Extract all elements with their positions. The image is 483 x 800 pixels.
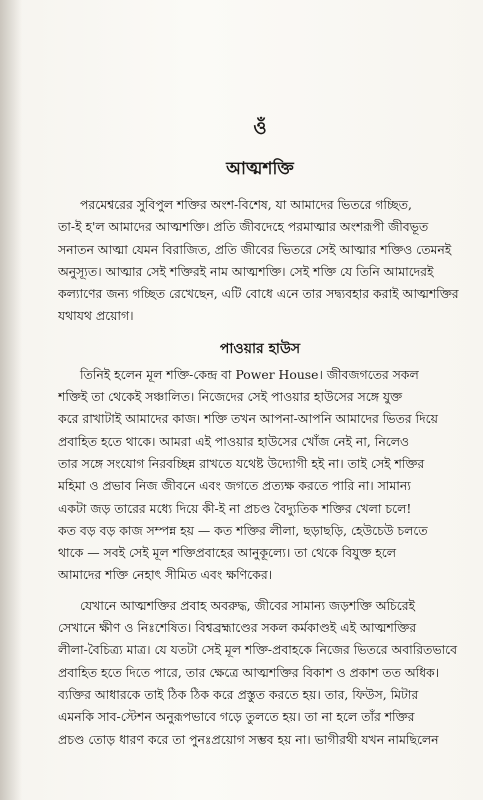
om-symbol: ওঁ	[253, 118, 267, 139]
spine-shadow	[0, 0, 22, 800]
power-house-paragraph	[58, 364, 462, 587]
text-line: কত বড় বড় কাজ সম্পন্ন হয় — কত শক্তির লীলা, ছড়াছড়ি, হেউচেউ চলতে	[58, 522, 428, 538]
text-line: সেখানে ক্ষীণ ও নিঃশেষিত। বিশ্বব্রহ্মাণ্ডের সকল কর্মকাণ্ডই এই আত্মশক্তির	[58, 620, 417, 636]
text-line: প্রবাহিত হতে দিতে পারে, তার ক্ষেত্রে আত্মশক্তির বিকাশ ও প্রকাশ তত অধিক।	[58, 664, 440, 680]
text-line: সনাতন আত্মা যেমন বিরাজিত, প্রতি জীবের ভিতরে সেই আত্মার শক্তিও তেমনই	[58, 241, 452, 257]
text-line: থাকে — সবই সেই মূল শক্তিপ্রবাহের আনুকূল্যে। তা থেকে বিযুক্ত হলে	[58, 545, 396, 561]
text-line: যেখানে আত্মশক্তির প্রবাহ অবরুদ্ধ, জীবের সামান্য জড়শক্তি অচিরেই	[80, 597, 415, 613]
text-line: প্রবাহিত হতে থাকে। আমরা এই পাওয়ার হাউসের খোঁজ নেই না, নিলেও	[58, 433, 410, 449]
section-heading: পাওয়ার হাউস	[219, 340, 301, 357]
text-line: কল্যাণের জন্য গচ্ছিত রেখেছেন, এটি বোধে এনে তার সদ্ব্যবহার করাই আত্মশক্তির	[58, 286, 459, 302]
text-line: শক্তিই তা থেকেই সঞ্চালিত। নিজেদের সেই পাওয়ার হাউসের সঙ্গে যুক্ত	[58, 389, 403, 405]
text-line: মহিমা ও প্রভাব নিজ জীবনে এবং জগতে প্রত্যক্ষ করতে পারি না। সামান্য	[58, 478, 411, 494]
text-line: তিনিই হলেন মূল শক্তি-কেন্দ্র বা Power House। জীবজগতের সকল	[80, 366, 419, 382]
text-line: তার সঙ্গে সংযোগ নিরবচ্ছিন্ন রাখতে যথেষ্ট উদ্যোগী হই না। তাই সেই শক্তির	[58, 455, 425, 471]
text-line: আমাদের শক্তি নেহাৎ সীমিত এবং ক্ষণিকের।	[58, 567, 273, 583]
text-line: প্রচণ্ড তোড় ধারণ করে তা পুনঃপ্রয়োগ সম্ভব হয় না। ভাগীরথী যখন নামছিলেন	[58, 731, 439, 747]
text-line: এমনকি সাব-স্টেশন অনুরূপভাবে গড়ে তুলতে হয়। তা না হলে তাঁর শক্তির	[58, 709, 415, 725]
text-line: অনুস্যূত। আত্মার সেই শক্তিরই নাম আত্মশক্তি। সেই শক্তি যে তিনি আমাদেরই	[58, 263, 434, 279]
self-power-flow-paragraph	[58, 595, 462, 751]
text-line: একটা জড় তারের মধ্যে দিয়ে কী-ই না প্রচণ্ড বৈদ্যুতিক শক্তির খেলা চলে!	[58, 500, 412, 516]
text-line: যথাযথ প্রয়োগ।	[58, 308, 134, 324]
text-line: লীলা-বৈচিত্র্য মাত্র। যে যতটা সেই মূল শক্তি-প্রবাহকে নিজের ভিতরে অবারিতভাবে	[58, 642, 458, 658]
text-line: তা-ই হ'ল আমাদের আত্মশক্তি। প্রতি জীবদেহে পরমাত্মার অংশরূপী জীবভূত	[58, 219, 429, 235]
page-text	[58, 118, 462, 759]
text-line: ব্যক্তির আধারকে তাই ঠিক ঠিক করে প্রস্তুত করতে হয়। তার, ফিউস, মিটার	[58, 686, 419, 702]
chapter-title: আত্মশক্তি	[226, 159, 294, 179]
intro-paragraph	[58, 194, 462, 328]
text-line: করে রাখাটাই আমাদের কাজ। শক্তি তখন আপনা-আপনি আমাদের ভিতর দিয়ে	[58, 411, 438, 427]
text-line: পরমেশ্বরের সুবিপুল শক্তির অংশ-বিশেষ, যা আমাদের ভিতরে গচ্ছিত,	[80, 197, 412, 212]
